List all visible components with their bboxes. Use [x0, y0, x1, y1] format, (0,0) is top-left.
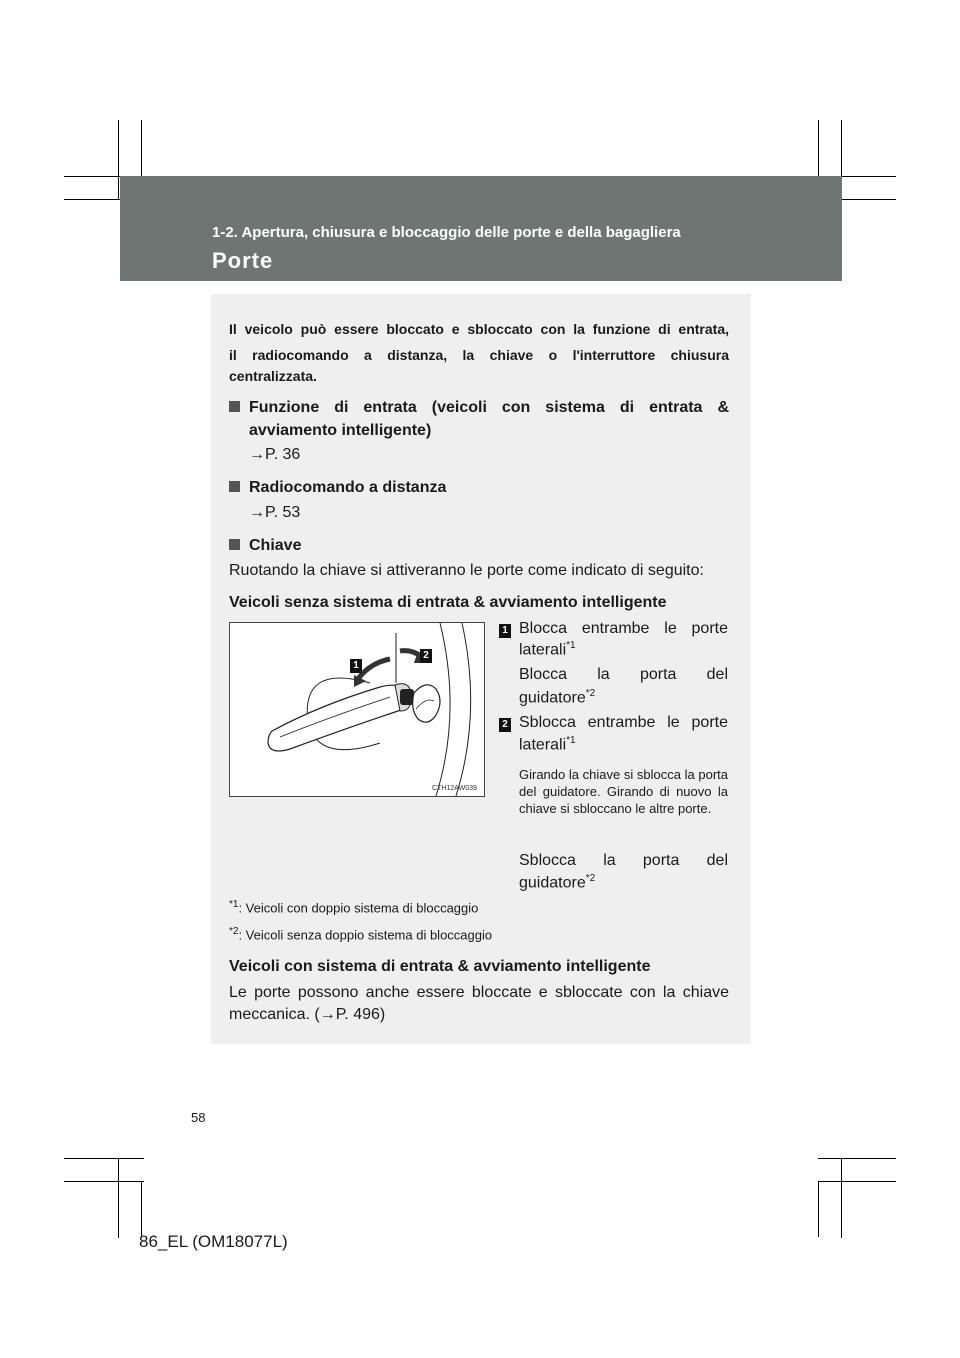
figure-callout-1: 1: [350, 659, 362, 673]
page-title: Porte: [212, 248, 274, 273]
crop-mark: [818, 1181, 819, 1237]
figure-callout-2: 2: [420, 649, 432, 663]
footnote: $^{*1}$: Veicoli con doppio sistema di bloccaggio: [229, 899, 479, 916]
body-line: Le porte possono anche essere bloccate e sbloccate con la chiave: [229, 984, 729, 1001]
crop-mark: [64, 1158, 144, 1159]
content-panel: [211, 294, 751, 1044]
step-text: Blocca la porta del: [519, 666, 728, 683]
crop-mark: [64, 1181, 144, 1182]
door-handle-key-icon: [230, 623, 484, 796]
item-heading: Radiocomando a distanza: [229, 479, 446, 497]
item-heading: Chiave: [229, 537, 301, 555]
intro-line: centralizzata.: [229, 368, 317, 384]
footnote: $^{*2}$: Veicoli senza doppio sistema di bloccaggio: [229, 926, 493, 943]
step-text: Sblocca entrambe le porte: [519, 714, 728, 731]
square-bullet-icon: [229, 481, 240, 492]
page-reference: →P. 53: [249, 504, 301, 521]
page-reference: →P. 36: [249, 446, 301, 463]
step-badge-1: 1: [499, 624, 511, 638]
crop-mark: [841, 1158, 842, 1238]
crop-mark: [818, 1158, 896, 1159]
item-heading-cont: avviamento intelligente): [249, 422, 432, 439]
subheading: Veicoli con sistema di entrata & avviamento intelligente: [229, 958, 651, 975]
document-id: 86_EL (OM18077L): [139, 1232, 288, 1251]
step-text: laterali$^{*1}$: [519, 640, 576, 659]
step-text: guidatore$^{*2}$: [519, 873, 596, 892]
step-text: laterali$^{*1}$: [519, 735, 576, 754]
item-heading: Funzione di entrata (veicoli con sistema di entrata &: [229, 399, 729, 417]
crop-mark: [118, 120, 119, 200]
subheading: Veicoli senza sistema di entrata & avviamento intelligente: [229, 594, 667, 611]
crop-mark: [118, 1158, 119, 1238]
step-text: Blocca entrambe le porte: [519, 620, 728, 637]
crop-mark: [818, 1181, 896, 1182]
step-note: Girando la chiave si sblocca la porta del guidatore. Girando di nuovo la chiave si sbloccano le altre porte.: [519, 767, 728, 816]
page-number: 58: [191, 1110, 206, 1125]
square-bullet-icon: [229, 539, 240, 550]
square-bullet-icon: [229, 401, 240, 412]
intro-line: Il veicolo può essere bloccato e sbloccato con la funzione di entrata,: [229, 321, 729, 337]
chapter-header: [120, 176, 842, 281]
step-text: Sblocca la porta del: [519, 852, 728, 869]
body-line: meccanica. (→P. 496): [229, 1006, 386, 1023]
section-title: 1-2. Apertura, chiusura e bloccaggio delle porte e della bagagliera: [212, 224, 681, 241]
intro-line: il radiocomando a distanza, la chiave o l'interruttore chiusura: [229, 347, 729, 363]
step-badge-2: 2: [499, 718, 511, 732]
step-text: guidatore$^{*2}$: [519, 688, 596, 707]
chiave-intro: Ruotando la chiave si attiveranno le porte come indicato di seguito:: [229, 562, 704, 579]
door-handle-illustration: [229, 622, 485, 797]
figure-code: CTH12AW039: [432, 785, 477, 792]
crop-mark: [141, 1181, 142, 1237]
